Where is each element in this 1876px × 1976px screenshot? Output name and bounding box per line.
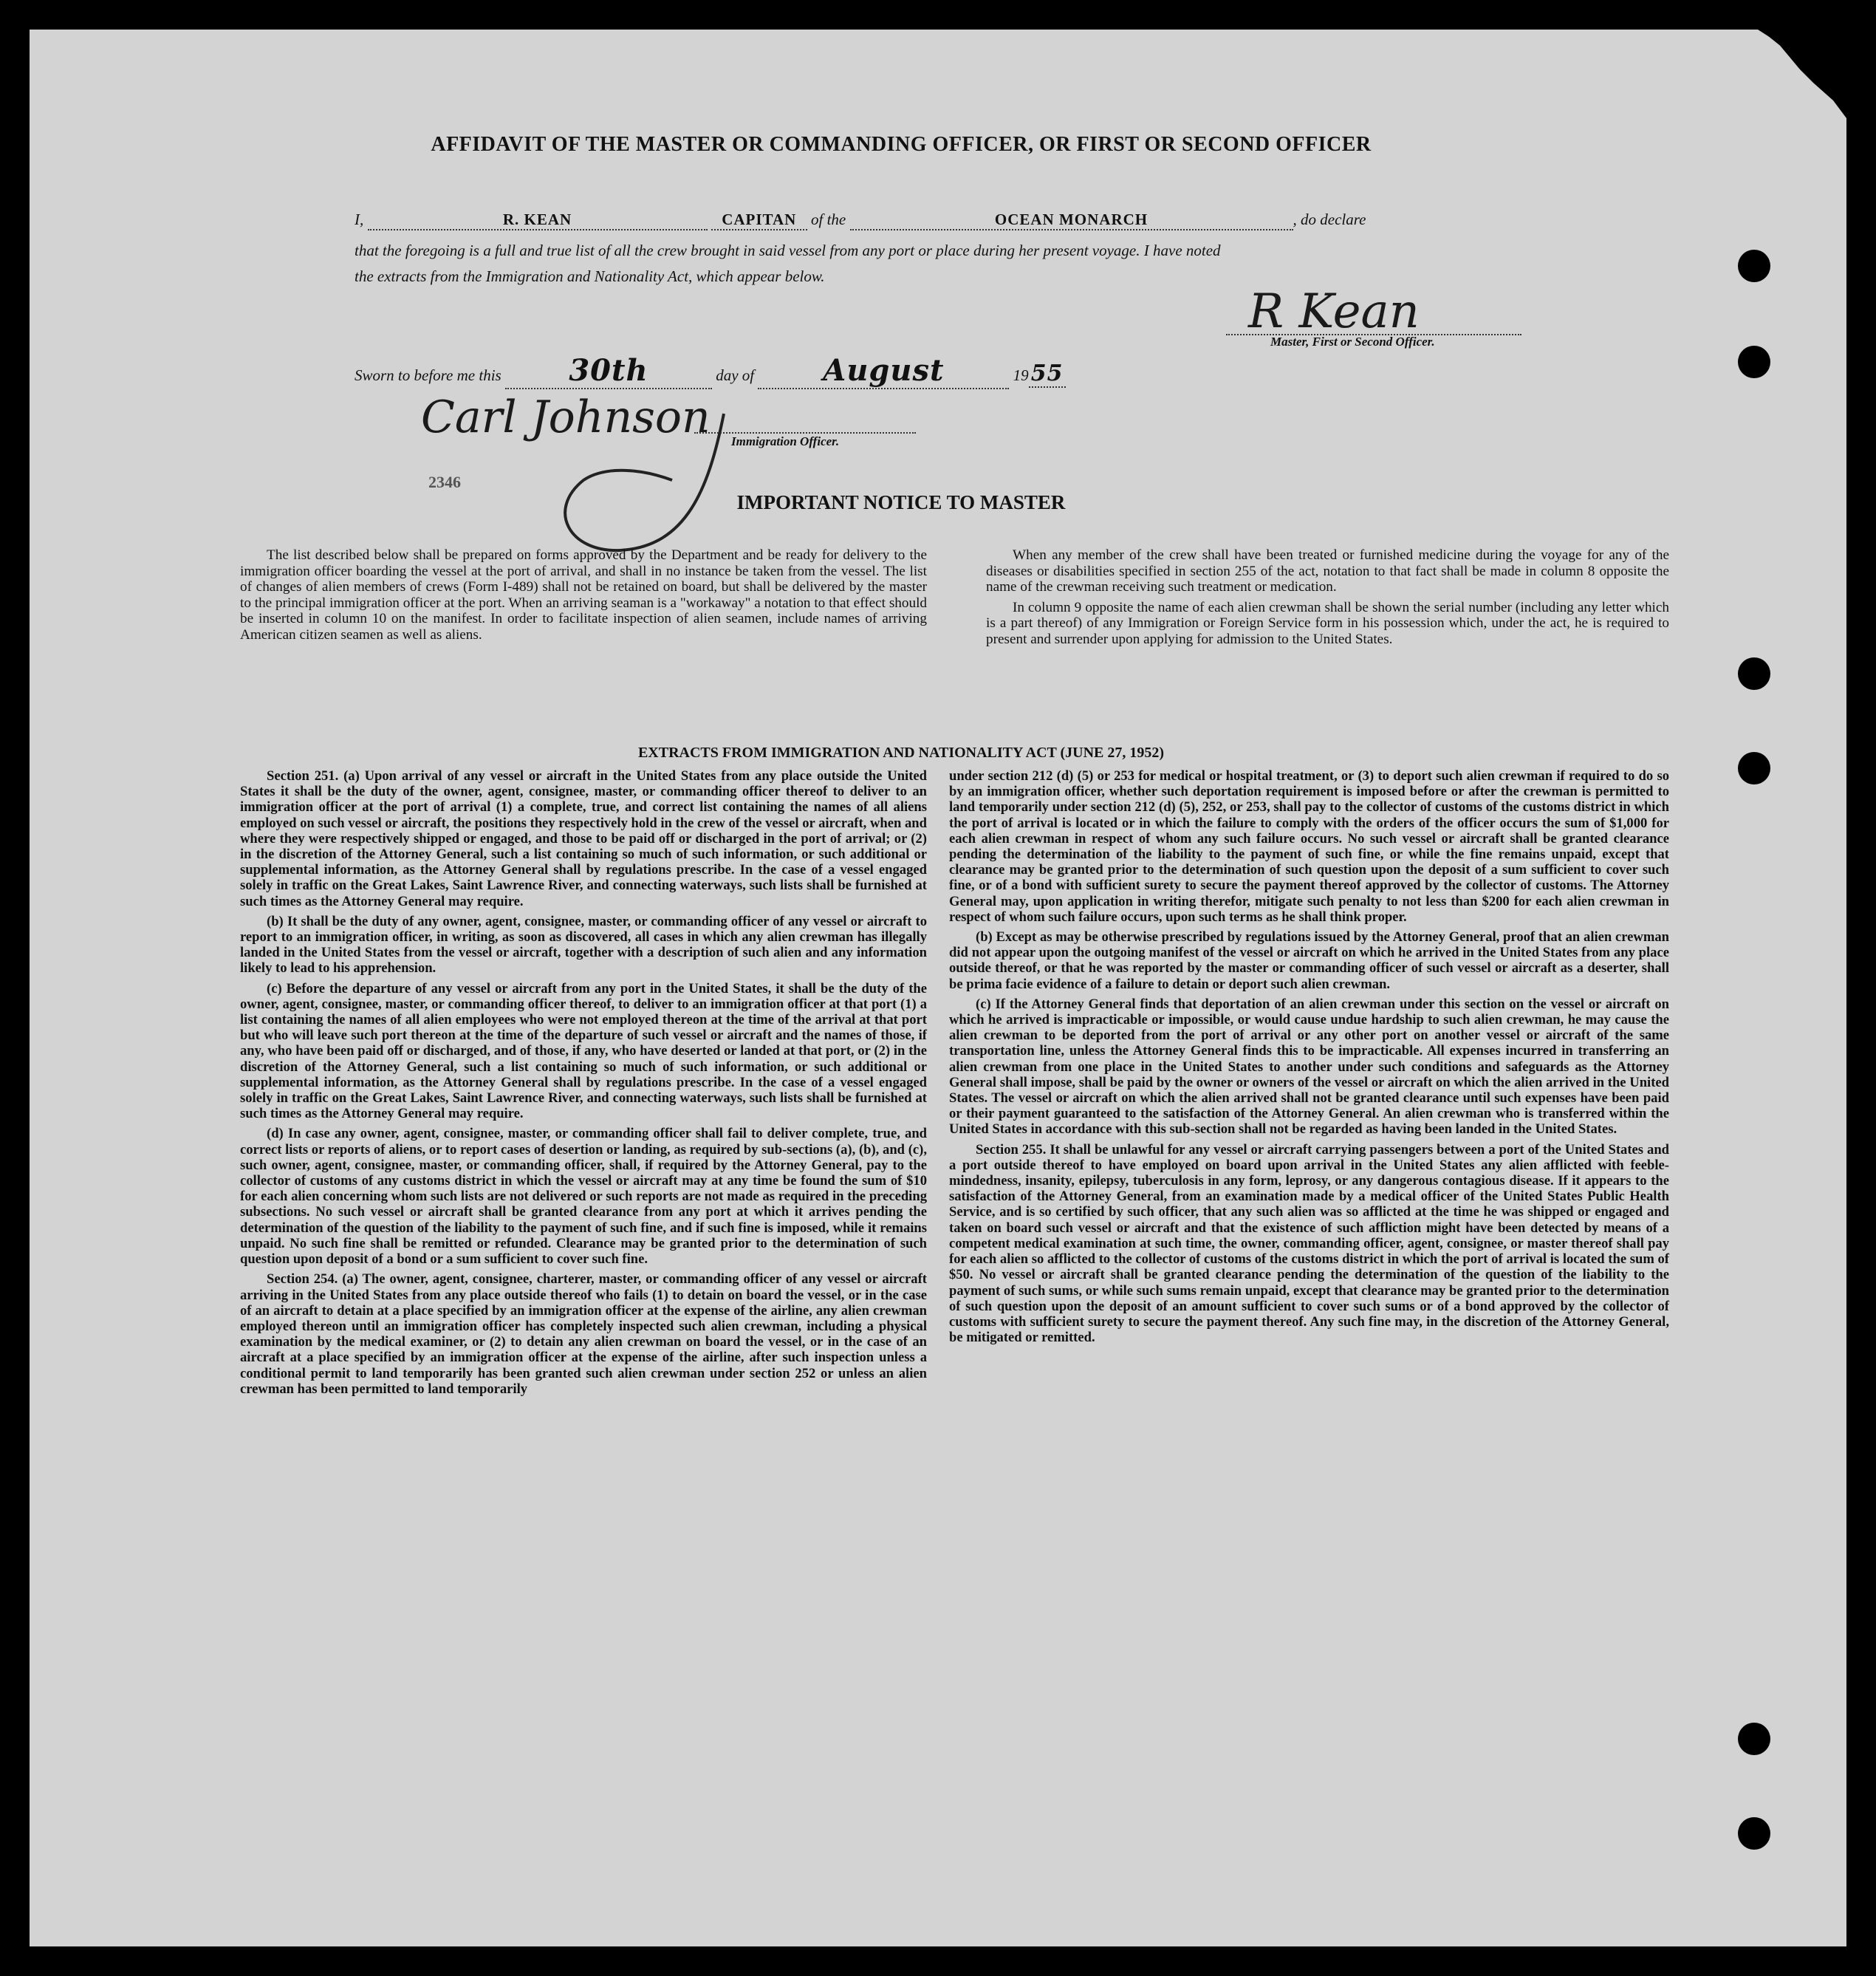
- declaration-line-1: I, R. KEAN CAPITAN of the OCEAN MONARCH , do declare: [355, 211, 1536, 230]
- punch-hole-2: [1738, 346, 1770, 378]
- declaration-line-2: that the foregoing is a full and true list of all the crew brought in said vessel from any port or place during her present voyage. I have noted: [355, 242, 1221, 259]
- notice-right-column: [986, 547, 1669, 652]
- year-field: 55: [1029, 360, 1066, 388]
- extract-left-paragraph: Section 254. (a) The owner, agent, consignee, charterer, master, or commanding officer of any vessel or aircraft arriving in the United States from any place outside thereof who fails (1) to detain on board the vessel, or in the case of an aircraft to detain at a place specified by an immigration officer at the expense of the airline, any alien crewman employed thereon until an immigration officer has completely inspected such alien crewman, including a physical examination by the medical examiner, or (2) to detain any alien crewman on board the vessel, or in the case of an aircraft at a place specified by an immigration officer at the expense of the airline, after such inspection unless a conditional permit to land temporarily has been granted such alien crewman under section 252 or unless an alien crewman has been permitted to land temporarily: [240, 1271, 927, 1397]
- stamp-number: 2346: [428, 473, 461, 491]
- extract-left-paragraph: (d) In case any owner, agent, consignee, master, or commanding officer shall fail to deliver complete, true, and correct lists or reports of aliens, or to report cases of desertion or landing, as required by sub-sections (a), (b), and (c), such owner, agent, consignee, master, or commanding officer, shall, if required by the Attorney General, pay to the collector of customs of any customs district in which the vessel or aircraft may at any time be found the sum of $10 for each alien concerning whom such lists are not delivered or such reports are not made as required in the preceding subsections. No such vessel or aircraft shall be granted clearance from any port at which it arrives pending the determination of the question of the liability to the payment of such fine, and if such fine is imposed, while it remains unpaid. No such fine shall be remitted or refunded. Clearance may be granted prior to the determination of such question upon deposit of a bond or a sum sufficient to cover such fine.: [240, 1126, 927, 1268]
- document-page: [30, 30, 1846, 1946]
- signature-flourish: [539, 399, 776, 569]
- extract-left-paragraph: (b) It shall be the duty of any owner, agent, consignee, master, or commanding officer of any vessel or aircraft to report to an immigration officer, in writing, as soon as discovered, all cases in which any alien crewman has illegally landed in the United States from the vessel or aircraft, together with a description of such alien and any information likely to lead to his apprehension.: [240, 913, 927, 977]
- immigration-officer-signature: Carl Johnson: [421, 392, 711, 443]
- day-field: 30th: [505, 353, 712, 389]
- punch-hole-6: [1738, 1817, 1770, 1850]
- extracts-title: EXTRACTS FROM IMMIGRATION AND NATIONALITY ACT (JUNE 27, 1952): [637, 745, 1165, 761]
- extracts-right-column: [949, 768, 1669, 1350]
- notice-left-paragraph: The list described below shall be prepared on forms approved by the Department and be ready for delivery to the immigration officer boarding the vessel at the port of arrival, and shall in no instance be taken from the vessel. The list of changes of alien members of crews (Form I-489) shall not be retained on board, but shall be delivered by the master to the principal immigration officer at the port. When an arriving seaman is a "workaway" a notation to that effect should be inserted in column 10 on the manifest. In order to facilitate inspection of alien seamen, include names of arriving American citizen seamen as well as aliens.: [240, 547, 927, 643]
- extract-right-paragraph: under section 212 (d) (5) or 253 for medical or hospital treatment, or (3) to deport such alien crewman if required to do so by an immigration officer, whether such deportation requirement is imposed before or after the crewman is permitted to land temporarily under section 212 (d) (5), 252, or 253, shall pay to the collector of customs of the customs district in which the port of arrival is located or in which the failure to comply with the orders of the officer occurs the sum of $1,000 for each alien crewman in respect of whom any such failure occurs. No such vessel or aircraft shall be granted clearance pending the determination of the liability to the payment of such fine, or while the fine remains unpaid, except that clearance may be granted prior to the determination of such question upon the deposit of a sum sufficient to cover such fine, or of a bond with sufficient surety to secure the payment thereof approved by the collector of customs. The Attorney General may, upon application in writing therefor, mitigate such penalty to not less than $200 for each alien crewman in respect of whom such failure occurs, upon such terms as he shall think proper.: [949, 768, 1669, 925]
- rank-field: CAPITAN: [711, 211, 807, 230]
- declaration-line-3: the extracts from the Immigration and Nationality Act, which appear below.: [355, 267, 825, 285]
- sworn-line: Sworn to before me this 30th day of August 19 55: [355, 353, 1315, 389]
- punch-hole-5: [1738, 1723, 1770, 1755]
- punch-hole-4: [1738, 752, 1770, 784]
- extract-left-paragraph: Section 251. (a) Upon arrival of any vessel or aircraft in the United States from any place outside the United States it shall be the duty of the owner, agent, consignee, master, or commanding officer thereof to deliver to an immigration officer at the port of arrival (1) a complete, true, and correct list containing the names of all aliens employed on such vessel or aircraft, the positions they respectively hold in the crew of the vessel or aircraft, when and where they were respectively shipped or engaged, and those to be paid off or discharged in the port of arrival; or (2) in the discretion of the Attorney General, such a list containing so much of such information, or such additional or supplemental information, as the Attorney General shall by regulations prescribe. In the case of a vessel engaged solely in traffic on the Great Lakes, Saint Lawrence River, and connecting waterways, such lists shall be furnished at such times as the Attorney General may require.: [240, 768, 927, 909]
- notice-right-paragraph-2: In column 9 opposite the name of each alien crewman shall be shown the serial number (including any letter which is a part thereof) of any Immigration or Foreign Service form in his possession which, under the act, he is required to present and surrender upon applying for admission to the United States.: [986, 599, 1669, 647]
- vessel-name-field: OCEAN MONARCH: [850, 211, 1293, 230]
- extracts-left-column: [240, 768, 927, 1401]
- punch-hole-1: [1738, 250, 1770, 282]
- extract-right-paragraph: Section 255. It shall be unlawful for any vessel or aircraft carrying passengers between a port of the United States and a port outside thereof to have employed on board upon arrival in the United States any alien afflicted with feeble-mindedness, insanity, epilepsy, tuberculosis in any form, leprosy, or any dangerous contagious disease. If it appears to the satisfaction of the Attorney General, from an examination made by a medical officer of the United States Public Health Service, and is so certified by such officer, that any such alien was so afflicted at the time he was shipped or engaged and taken on board such vessel or aircraft and that the existence of such affliction might have been detected by means of a competent medical examination at such time, the owner, commanding officer, agent, consignee, or master thereof shall pay for each alien so afflicted to the collector of customs of the customs district in which the port of arrival is located the sum of $50. No vessel or aircraft shall be granted clearance pending the determination of the question of the liability to the payment of such sums, or while such sums remain unpaid, except that clearance may be granted prior to the determination of such question upon the deposit of an amount sufficient to cover such sums or of a bond approved by the collector of customs with sufficient surety to secure the payment thereof. Any such fine may, in the discretion of the Attorney General, be mitigated or remitted.: [949, 1141, 1669, 1346]
- immigration-officer-caption: Immigration Officer.: [731, 434, 840, 448]
- affidavit-title: AFFIDAVIT OF THE MASTER OR COMMANDING OFFICER, OR FIRST OR SECOND OFFICER: [431, 133, 1372, 156]
- extract-left-paragraph: (c) Before the departure of any vessel or aircraft from any port in the United States, it shall be the duty of the owner, agent, consignee, master, or commanding officer thereof, to deliver to an immigration officer at that port (1) a list containing the names of all alien employees who were not employed thereon at the time of the arrival at that port but who will leave such port thereon at the time of the departure of such vessel or aircraft and the names of those, if any, who have been paid off or discharged, and of those, if any, who have deserted or landed at that port, or (2) in the discretion of the Attorney General, such a list containing so much of such information, or such additional or supplemental information, as the Attorney General shall by regulations prescribe. In the case of a vessel engaged solely in traffic on the Great Lakes, Saint Lawrence River, and connecting waterways, such lists shall be furnished at such times as the Attorney General may require.: [240, 980, 927, 1122]
- officer-signature-line: [694, 432, 916, 434]
- master-signature: R Kean: [1248, 284, 1420, 339]
- punch-hole-3: [1738, 657, 1770, 690]
- month-field: August: [758, 353, 1009, 389]
- master-name-field: R. KEAN: [368, 211, 708, 230]
- notice-title: IMPORTANT NOTICE TO MASTER: [736, 491, 1066, 513]
- extract-right-paragraph: (c) If the Attorney General finds that deportation of an alien crewman under this section on the vessel or aircraft on which he arrived is impracticable or impossible, or would cause undue hardship to such alien crewman, he may cause the alien crewman to be deported from the port of arrival or any other port on another vessel or aircraft of the same transportation line, unless the Attorney General finds this to be impracticable. All expenses incurred in transferring an alien crewman from one place in the United States to another under such conditions and safeguards as the Attorney General shall impose, shall be paid by the owner or owners of the vessel or aircraft on which the alien arrived in the United States. The vessel or aircraft on which the alien arrived shall not be granted clearance until such expenses have been paid or their payment guaranteed to the satisfaction of the Attorney General. An alien crewman who is transferred within the United States in accordance with this sub-section shall not be regarded as having been landed in the United States.: [949, 996, 1669, 1138]
- extract-right-paragraph: (b) Except as may be otherwise prescribed by regulations issued by the Attorney General, proof that an alien crewman did not appear upon the outgoing manifest of the vessel or aircraft on which he arrived in the United States from any place outside thereof, or that he was reported by the master or commanding officer of such vessel or aircraft as a deserter, shall be prima facie evidence of a failure to detain or deport such alien crewman.: [949, 929, 1669, 992]
- notice-left-column: [240, 547, 927, 647]
- master-caption: Master, First or Second Officer.: [1270, 335, 1435, 349]
- notice-right-paragraph-1: When any member of the crew shall have been treated or furnished medicine during the voyage for any of the diseases or disabilities specified in section 255 of the act, notation to that fact shall be made in column 8 opposite the name of the crewman receiving such treatment or medication.: [986, 547, 1669, 595]
- torn-corner: [1736, 30, 1846, 118]
